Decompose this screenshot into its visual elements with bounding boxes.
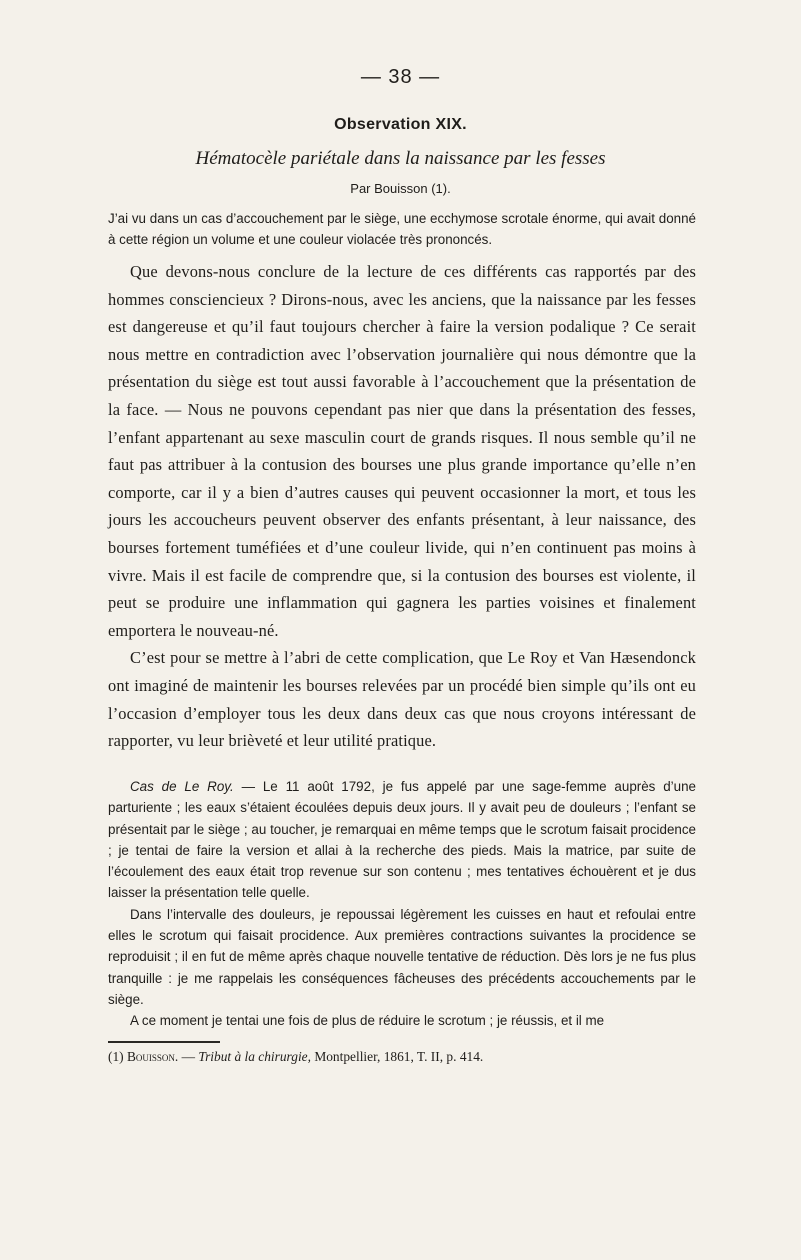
observation-subtitle: Hématocèle pariétale dans la naissance par les fesses: [195, 148, 606, 169]
observation-title: Observation XIX.: [334, 116, 467, 133]
case-text: — Le 11 août 1792, je fus appelé par une sage-femme auprès d’une parturiente ; les eaux s’étaient écoulées depuis deux jours. Il y avait peu de douleurs ; l’enfant se présentait par le siège ; au toucher, je remarquai en même temps que le scrotum faisait procidence ; je tentai de faire la version et allai à la recherche des pieds. Mais la matrice, par suite de l’écoulement des eaux était trop revenue sur son contenu ; mes tentatives échouèrent et je dus laisser la présentation telle quelle.: [108, 779, 696, 901]
body-paragraph: C’est pour se mettre à l’abri de cette complication, que Le Roy et Van Hæsendonck ont imaginé de maintenir les bourses relevées par un procédé bien simple qu’ils ont eu l’occasion d’employer tous les deux dans deux cas que nous croyons intéressant de rapporter, vu leur brièveté et leur utilité pratique.: [108, 648, 696, 751]
footnote-mark: (1): [108, 1049, 124, 1064]
footnote-rule: [108, 1041, 220, 1043]
intro-paragraph: J’ai vu dans un cas d’accouchement par le siège, une ecchymose scrotale énorme, qui avait donné à cette région un volume et une couleur violacée très prononcés.: [108, 211, 696, 248]
case-paragraph: Dans l’intervalle des douleurs, je repoussai légèrement les cuisses en haut et refoulai entre elles le scrotum qui faisait procidence. Aux premières contractions suivantes la procidence se reproduisit ; il en fut de même après chaque nouvelle tentative de réduction. Dès lors je ne fus plus tranquille : je me rappelais les conséquences fâcheuses des précédents accouchements par le siège.: [108, 906, 696, 1007]
body-paragraph: Que devons-nous conclure de la lecture de ces différents cas rapportés par des hommes consciencieux ? Dirons-nous, avec les anciens, que la naissance par les fesses est dangereuse et qu’il faut toujours chercher à faire la version podalique ? Ce serait nous mettre en contradiction avec l’observation journalière qui nous démontre que la présentation du siège est tout aussi favorable à l’accouchement que la présentation de la face. — Nous ne pouvons cependant pas nier que dans la présentation des fesses, l’enfant appartenant au sexe masculin court de grands risques. Il nous semble qu’il ne faut pas attribuer à la contusion des bourses une plus grande importance qu’elle n’en comporte, car il y a bien d’autres causes qui peuvent occasionner la mort, et tous les jours les accoucheurs peuvent observer des enfants présentant, à leur naissance, des bourses fortement tuméfiées et d’une couleur livide, qui n’en continuent pas moins à vivre. Mais il est facile de comprendre que, si la contusion des bourses est violente, il peut se produire une inflammation qui gagnera les parties voisines et finalement emportera le nouveau-né.: [108, 262, 696, 640]
case-report: [108, 776, 696, 1032]
footnote-author: Bouisson.: [126, 1049, 179, 1064]
byline: Par Bouisson (1).: [350, 181, 451, 196]
case-paragraph: A ce moment je tentai une fois de plus de réduire le scrotum ; je réussis, et il me: [130, 1013, 605, 1029]
case-paragraph: [108, 776, 696, 904]
case-lead: Cas de Le Roy.: [130, 779, 234, 794]
main-text: [108, 258, 696, 755]
footnote-work: Tribut à la chirurgie,: [198, 1049, 311, 1064]
footnote-dash: —: [178, 1049, 199, 1064]
page-number: — 38 —: [360, 66, 441, 88]
footnote: [108, 1049, 696, 1065]
footnote-rest: Montpellier, 1861, T. II, p. 414.: [310, 1049, 484, 1064]
